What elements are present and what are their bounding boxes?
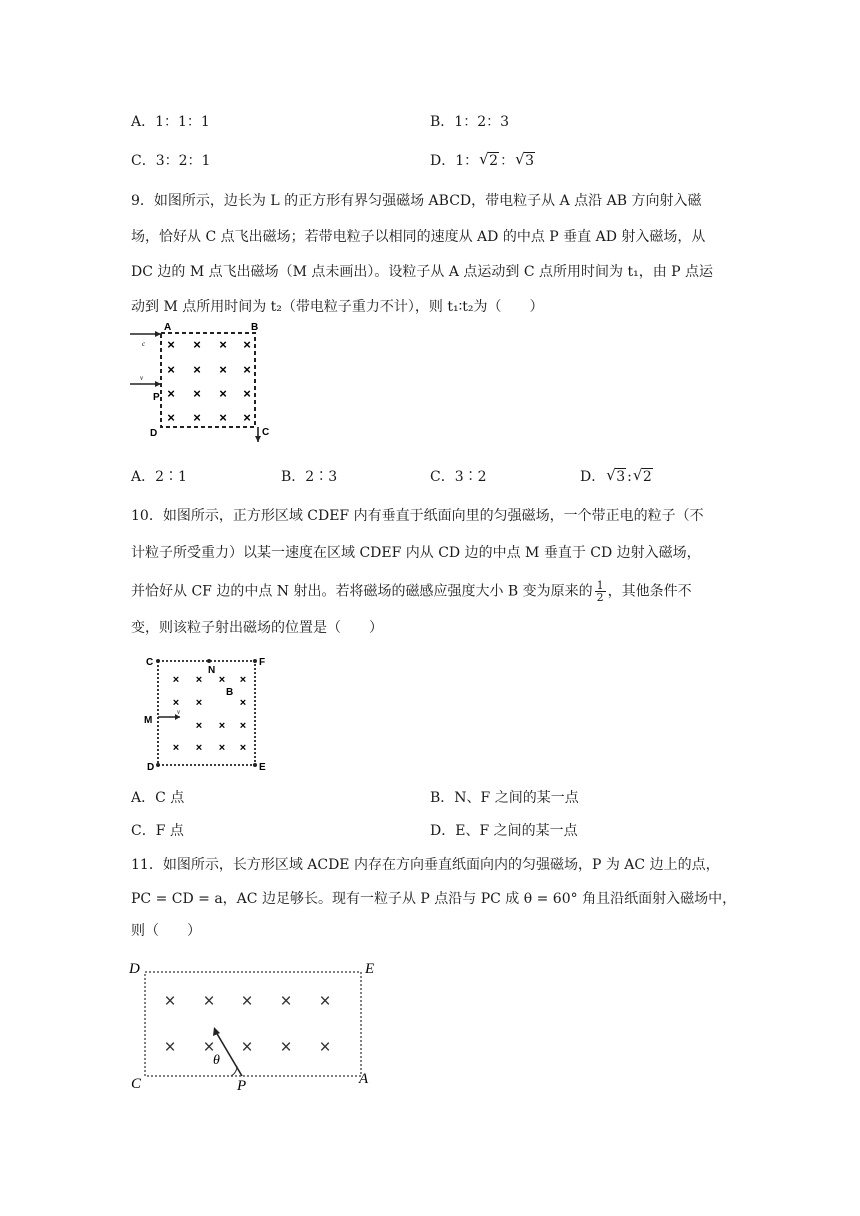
q11-label-e: E: [365, 961, 375, 977]
q11-cross: ×: [241, 991, 253, 1012]
q10-cross: ×: [172, 674, 180, 686]
q9-option-d-prefix: D．: [580, 469, 606, 485]
q9-cross: ×: [219, 410, 227, 425]
prev-option-b: B．1：2：3: [430, 114, 510, 130]
q11-cross: ×: [280, 1037, 292, 1058]
q9-velocity-label-2: v: [140, 374, 144, 382]
q10-option-b: B．N、F 之间的某一点: [430, 790, 579, 806]
prev-option-a: A．1：1：1: [131, 114, 210, 130]
q10-point-n: [207, 659, 211, 663]
sqrt-radicand: 2: [489, 153, 499, 169]
q9-arrowhead: [255, 436, 261, 442]
q10-point-c: [156, 659, 160, 663]
q9-line-4: 动到 M 点所用时间为 t₂（带电粒子重力不计），则 t₁∶t₂为（ ）: [131, 299, 544, 315]
q10-cross: ×: [218, 674, 226, 686]
q10-label-f: F: [259, 657, 266, 668]
q10-figure: [140, 650, 280, 775]
q11-cross: ×: [319, 991, 331, 1012]
q11-cross: ×: [241, 1037, 253, 1058]
q10-cross: ×: [239, 674, 247, 686]
q9-cross: ×: [193, 337, 201, 352]
q10-line-3-text-b: ，其他条件不: [607, 583, 692, 600]
q11-line-1: 11．如图所示，长方形区域 ACDE 内存在方向垂直纸面向内的匀强磁场，P 为 AC 边上的点，: [131, 857, 720, 873]
sqrt-symbol: [515, 151, 535, 171]
ratio-separator: :: [627, 469, 632, 485]
q9-cross: ×: [219, 362, 227, 377]
q9-cross: ×: [167, 410, 175, 425]
q10-point-e: [253, 763, 257, 767]
q9-line-3: DC 边的 M 点飞出磁场（M 点未画出）。设粒子从 A 点运动到 C 点所用时间为 t₁，由 P 点运: [131, 264, 714, 280]
q10-cross: ×: [239, 720, 247, 732]
q9-label-b: B: [251, 322, 259, 333]
q11-cross: ×: [164, 991, 176, 1012]
q10-label-c: C: [146, 657, 154, 668]
q10-cross: ×: [172, 742, 180, 754]
q9-cross: ×: [193, 362, 201, 377]
q9-field-boundary: [161, 333, 255, 427]
q9-line-2: 场，恰好从 C 点飞出磁场；若带电粒子以相同的速度从 AD 的中点 P 垂直 AD 射入磁场，从: [131, 229, 706, 245]
q10-line-3: [131, 580, 692, 603]
prev-option-c: C．3：2：1: [131, 153, 211, 169]
sqrt-radicand: 3: [616, 469, 626, 485]
q11-label-d: D: [129, 961, 140, 977]
q10-line-1: 10．如图所示，正方形区域 CDEF 内有垂直于纸面向里的匀强磁场，一个带正电的粒子（不: [131, 508, 704, 524]
q10-line-2: 计粒子所受重力）以某一速度在区域 CDEF 内从 CD 边的中点 M 垂直于 CD 边射入磁场，: [131, 545, 701, 561]
q10-field-crosses: [173, 674, 246, 754]
fraction: [595, 580, 606, 603]
q9-label-p: P: [153, 392, 160, 403]
q11-field-crosses: [164, 991, 330, 1058]
q11-line-3: 则（ ）: [131, 923, 201, 939]
q10-point-f: [253, 659, 257, 663]
q9-cross: ×: [167, 386, 175, 401]
q11-velocity-arrow: [216, 1032, 242, 1076]
q9-cross: ×: [193, 386, 201, 401]
q9-field-crosses: [167, 337, 251, 425]
q11-cross: ×: [164, 1037, 176, 1058]
q9-option-c: C．3∶2: [430, 469, 487, 485]
q9-cross: ×: [219, 386, 227, 401]
q11-label-theta: θ: [213, 1053, 220, 1068]
q11-figure: [125, 955, 385, 1095]
q10-option-d: D．E、F 之间的某一点: [430, 823, 578, 839]
q10-cross: ×: [195, 697, 203, 709]
q10-cross: ×: [218, 720, 226, 732]
q11-cross: ×: [203, 1037, 215, 1058]
q10-cross: ×: [239, 697, 247, 709]
q9-figure: [128, 318, 278, 453]
prev-option-d-prefix: D．1：: [430, 153, 479, 169]
q11-cross: ×: [203, 991, 215, 1012]
q9-cross: ×: [219, 337, 227, 352]
q9-label-a: A: [164, 322, 172, 333]
q10-label-b: B: [226, 687, 234, 698]
q10-option-c: C．F 点: [131, 823, 184, 839]
sqrt-radicand: 3: [525, 153, 534, 169]
q10-line-4: 变，则该粒子射出磁场的位置是（ ）: [131, 620, 383, 636]
q9-line-1: 9．如图所示，边长为 L 的正方形有界匀强磁场 ABCD，带电粒子从 A 点沿 AB 方向射入磁: [131, 193, 702, 209]
q11-line-2: PC = CD = a，AC 边足够长。现有一粒子从 P 点沿与 PC 成 θ = 60° 角且沿纸面射入磁场中，: [131, 891, 737, 907]
sqrt-symbol: [606, 467, 626, 487]
q9-cross: ×: [167, 337, 175, 352]
fraction-numerator: 1: [596, 579, 604, 592]
q10-label-m: M: [144, 715, 153, 726]
q10-cross: ×: [239, 742, 247, 754]
q9-velocity-label-1: c: [142, 340, 146, 348]
prev-option-d: [430, 151, 536, 171]
q9-cross: ×: [167, 362, 175, 377]
q10-cross: ×: [195, 742, 203, 754]
q10-label-n: N: [208, 665, 216, 676]
q9-cross: ×: [193, 410, 201, 425]
q9-option-b: B．2∶3: [281, 469, 338, 485]
q10-point-d: [156, 763, 160, 767]
q9-option-a: A．2∶1: [131, 469, 187, 485]
q10-option-a: A．C 点: [131, 790, 185, 806]
q9-cross: ×: [243, 362, 251, 377]
q11-field-boundary: [145, 972, 361, 1076]
q9-cross: ×: [243, 337, 251, 352]
q10-line-3-text-a: 并恰好从 CF 边的中点 N 射出。若将磁场的磁感应强度大小 B 变为原来的: [131, 583, 593, 600]
q10-label-d: D: [147, 762, 155, 773]
q11-label-p: P: [237, 1078, 247, 1094]
q10-velocity-label: v: [177, 708, 181, 716]
q10-cross: ×: [195, 720, 203, 732]
q10-label-e: E: [259, 762, 266, 773]
q9-option-d: [580, 467, 654, 487]
q11-arrowhead: [213, 1027, 220, 1036]
q9-cross: ×: [243, 386, 251, 401]
q9-label-c: C: [262, 427, 270, 438]
q10-cross: ×: [195, 674, 203, 686]
q11-cross: ×: [280, 991, 292, 1012]
q9-cross: ×: [243, 410, 251, 425]
q10-cross: ×: [218, 742, 226, 754]
q11-label-a: A: [359, 1071, 369, 1087]
ratio-separator: ：: [500, 153, 515, 169]
q9-label-d: D: [150, 428, 158, 439]
fraction-denominator: 2: [596, 591, 604, 604]
q11-cross: ×: [319, 1037, 331, 1058]
q11-label-c: C: [131, 1076, 142, 1092]
sqrt-symbol: [479, 151, 499, 171]
sqrt-radicand: 2: [642, 469, 652, 485]
q10-cross: ×: [172, 697, 180, 709]
sqrt-symbol: [633, 467, 653, 487]
